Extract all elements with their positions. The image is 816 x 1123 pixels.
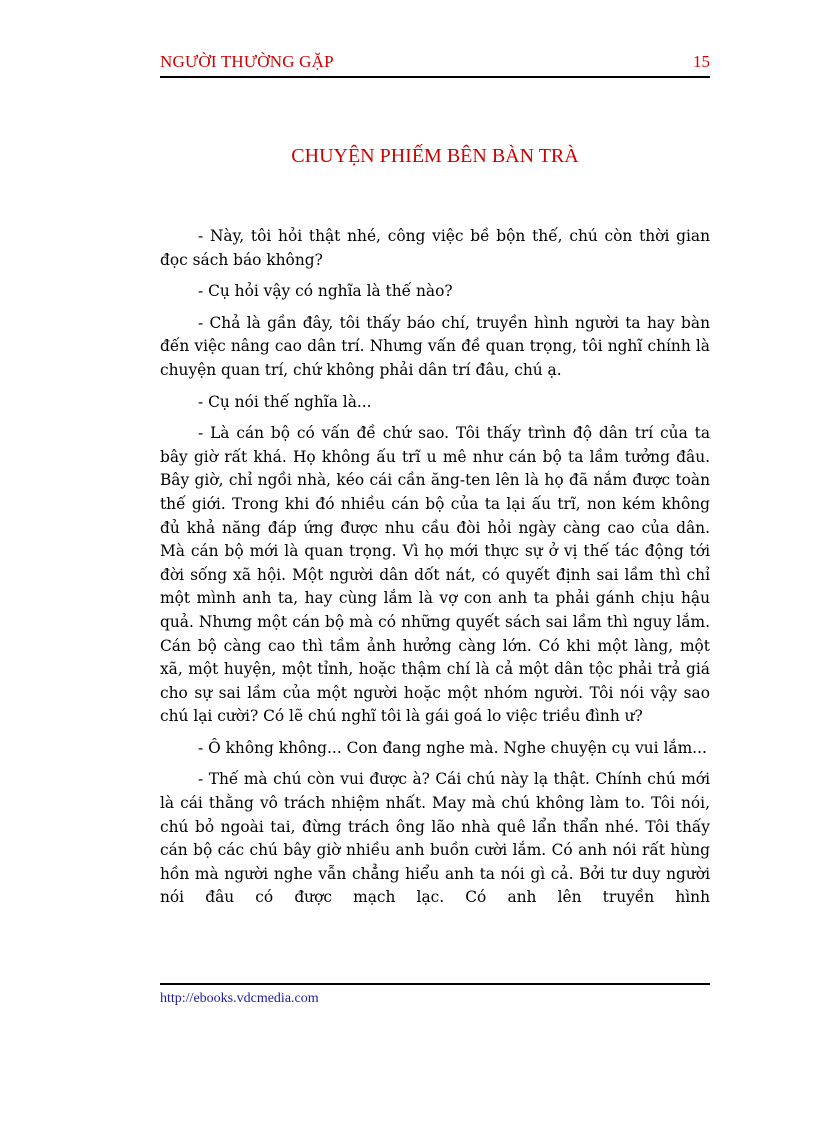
page-number: 15: [693, 52, 710, 71]
chapter-title: CHUYỆN PHIẾM BÊN BÀN TRÀ: [291, 145, 579, 167]
footer-url-link[interactable]: http://ebooks.vdcmedia.com: [160, 991, 319, 1006]
paragraph: - Cụ hỏi vậy có nghĩa là thế nào?: [198, 282, 453, 301]
running-head-title: NGƯỜI THƯỜNG GẶP: [160, 52, 334, 71]
body-text: [160, 225, 710, 910]
paragraph: - Là cán bộ có vấn đề chứ sao. Tôi thấy trình độ dân trí của ta bây giờ rất khá. Họ không ấu trĩ u mê như cán bộ ta lầm tưởng đâu. Bây giờ, chỉ ngồi nhà, kéo cái cần ăng-ten lên là họ đã nắm được toàn thế giới. Trong khi đó nhiều cán bộ của ta lại ấu trĩ, non kém không đủ khả năng đáp ứng được nhu cầu đòi hỏi ngày càng cao của dân. Mà cán bộ mới là quan trọng. Vì họ mới thực sự ở vị thế tác động tới đời sống xã hội. Một người dân dốt nát, có quyết định sai lầm thì chỉ một mình anh ta, hay cùng lắm là vợ con anh ta phải gánh chịu hậu quả. Nhưng một cán bộ mà có những quyết sách sai lầm thì nguy lắm. Cán bộ càng cao thì tầm ảnh hưởng càng lớn. Có khi một làng, một xã, một huyện, một tỉnh, hoặc thậm chí là cả một dân tộc phải trả giá cho sự sai lầm của một người hoặc một nhóm người. Tôi nói vậy sao chú lại cười? Có lẽ chú nghĩ tôi là gái goá lo việc triều đình ư?: [160, 424, 710, 726]
page-header: [160, 52, 710, 78]
paragraph: - Cụ nói thế nghĩa là...: [198, 392, 372, 411]
paragraph: - Chả là gần đây, tôi thấy báo chí, truyền hình người ta hay bàn đến việc nâng cao dân trí. Nhưng vấn đề quan trọng, tôi nghĩ chính là chuyện quan trí, chứ không phải dân trí đâu, chú ạ.: [160, 313, 710, 379]
footer-divider: [160, 983, 710, 985]
paragraph: - Thế mà chú còn vui được à? Cái chú này lạ thật. Chính chú mới là cái thằng vô trách nhiệm nhất. May mà chú không làm to. Tôi nói, chú bỏ ngoài tai, đừng trách ông lão nhà quê lẩn thẩn nhé. Tôi thấy cán bộ các chú bây giờ nhiều anh buồn cười lắm. Có anh nói rất hùng hồn mà người nghe vẫn chẳng hiểu anh ta nói gì cả. Bởi tư duy người nói đâu có được mạch lạc. Có anh lên truyền hình: [160, 770, 710, 907]
paragraph: - Ô không không... Con đang nghe mà. Nghe chuyện cụ vui lắm...: [198, 738, 707, 757]
paragraph: - Này, tôi hỏi thật nhé, công việc bề bộn thế, chú còn thời gian đọc sách báo không?: [160, 227, 710, 269]
